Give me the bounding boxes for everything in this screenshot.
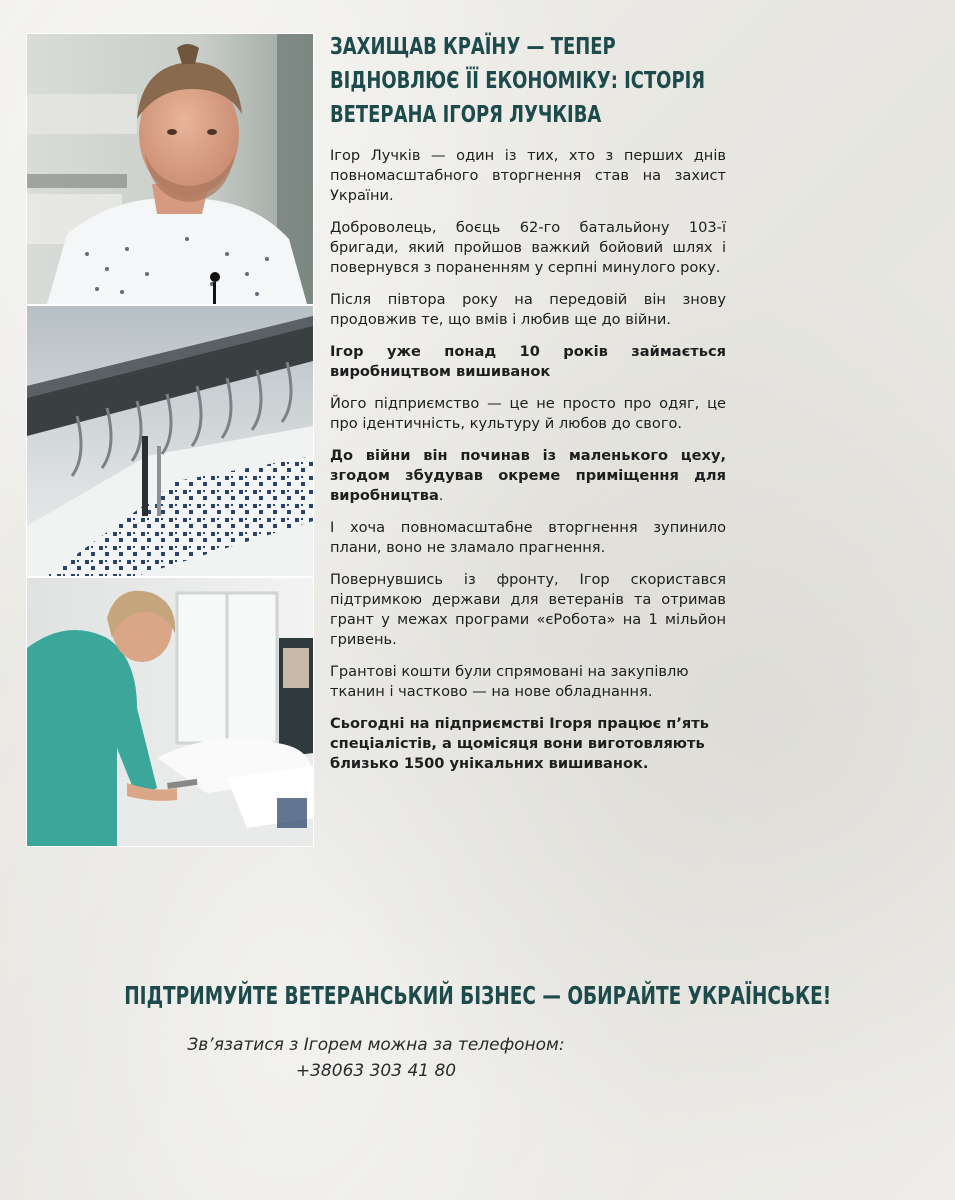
contact-block bbox=[0, 1032, 752, 1084]
paragraph-5: Його підприємство — це не просто про одяг, це про ідентичність, культуру й любов до свого. bbox=[330, 395, 726, 432]
man-portrait-icon bbox=[27, 34, 313, 304]
contact-line: Зв’язатися з Ігорем можна за телефоном: bbox=[187, 1035, 565, 1055]
portrait-photo bbox=[27, 34, 313, 306]
paragraph-6-bold: До війни він починав із маленького цеху, згодом збудував окреме приміщення для виробництва bbox=[330, 447, 726, 504]
seamstress-at-table-icon bbox=[27, 578, 313, 846]
paragraph-7: І хоча повномасштабне вторгнення зупинило плани, воно не зламало прагнення. bbox=[330, 519, 726, 556]
paragraph-2: Доброволець, боєць 62-го батальйону 103-ї бригади, який пройшов важкий бойовий шлях і повернувся з пораненням у серпні минулого року. bbox=[330, 219, 726, 276]
embroidery-machine-icon bbox=[27, 306, 313, 576]
paragraph-4: Ігор уже понад 10 років займається виробництвом вишиванок bbox=[330, 343, 726, 380]
paragraph-1: Ігор Лучків — один із тих, хто з перших днів повномасштабного вторгнення став на захист України. bbox=[330, 147, 726, 204]
article bbox=[330, 30, 726, 786]
paragraph-10: Сьогодні на підприємстві Ігоря працює п’ять спеціалістів, а щомісяця вони виготовляють близько 1500 унікальних вишиванок. bbox=[330, 715, 709, 772]
paragraph-9: Грантові кошти були спрямовані на закупівлю тканин і частково — на нове обладнання. bbox=[330, 663, 689, 700]
paragraph-6-end: . bbox=[438, 487, 444, 504]
paragraph-6 bbox=[330, 446, 726, 506]
footer-slogan-text: ПІДТРИМУЙТЕ ВЕТЕРАНСЬКИЙ БІЗНЕС — ОБИРАЙТЕ УКРАЇНСЬКЕ! bbox=[124, 981, 832, 1010]
footer-slogan bbox=[0, 978, 832, 1014]
paragraph-3: Після півтора року на передовій він знову продовжив те, що вмів і любив ще до війни. bbox=[330, 291, 726, 328]
seamstress-photo bbox=[27, 578, 313, 846]
paragraph-8: Повернувшись із фронту, Ігор скористався підтримкою держави для ветеранів та отримав грант у межах програми «єРобота» на 1 мільйон гривень. bbox=[330, 571, 726, 648]
phone-number[interactable]: +38063 303 41 80 bbox=[295, 1061, 457, 1081]
embroidery-machine-photo bbox=[27, 306, 313, 578]
photo-column bbox=[26, 33, 314, 847]
article-title: ЗАХИЩАВ КРАЇНУ — ТЕПЕР ВІДНОВЛЮЄ ЇЇ ЕКОНОМІКУ: ІСТОРІЯ ВЕТЕРАНА ІГОРЯ ЛУЧКІВА bbox=[330, 34, 706, 128]
